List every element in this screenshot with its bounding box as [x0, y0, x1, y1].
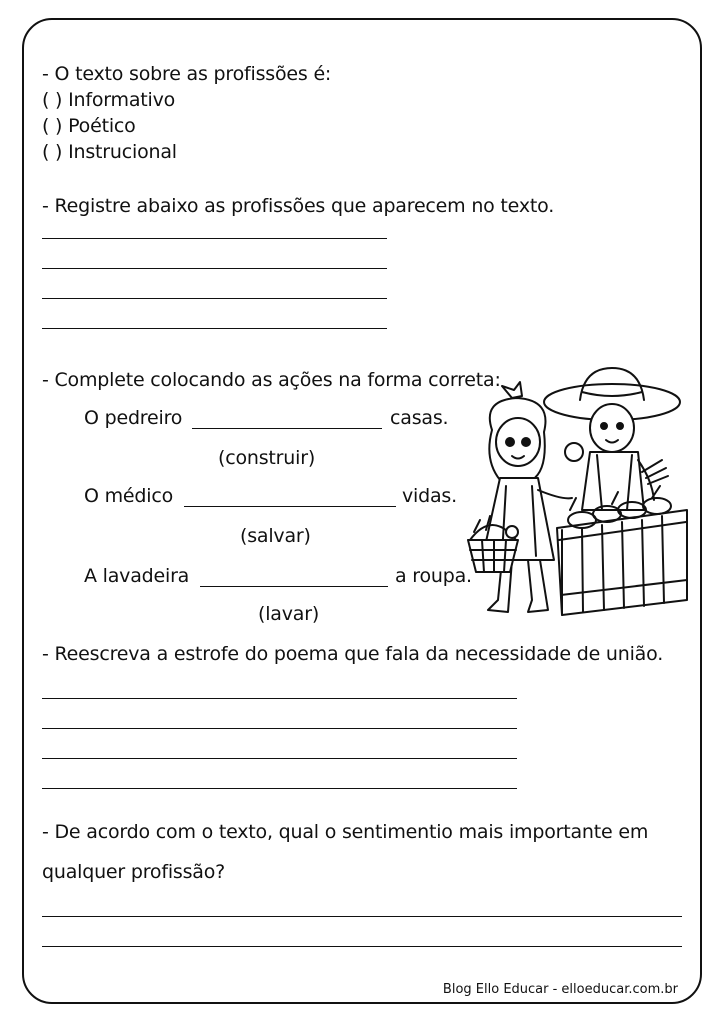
question-5-prompt: - De acordo com o texto, qual o sentimentio mais importante em [42, 821, 649, 843]
sentence-end: vidas. [402, 485, 457, 507]
answer-line[interactable] [42, 916, 682, 917]
answer-line[interactable] [42, 758, 517, 759]
verb-hint: (lavar) [258, 603, 320, 625]
answer-line[interactable] [42, 328, 387, 329]
sentence-start: A lavadeira [84, 565, 190, 587]
answer-line[interactable] [42, 238, 387, 239]
blank-line[interactable] [200, 586, 388, 587]
verb-hint: (construir) [218, 447, 316, 469]
sentence-end: a roupa. [395, 565, 472, 587]
answer-line[interactable] [42, 298, 387, 299]
question-4-prompt: - Reescreva a estrofe do poema que fala da necessidade de união. [42, 643, 664, 665]
children-farmers-illustration [462, 360, 692, 625]
sentence-start: O médico [84, 485, 174, 507]
answer-line[interactable] [42, 698, 517, 699]
footer-credit: Blog Ello Educar - elloeducar.com.br [442, 982, 678, 997]
option-poetico[interactable]: ( ) Poético [42, 115, 136, 137]
verb-hint: (salvar) [240, 525, 311, 547]
answer-line[interactable] [42, 728, 517, 729]
answer-line[interactable] [42, 268, 387, 269]
option-informativo[interactable]: ( ) Informativo [42, 89, 176, 111]
sentence-end: casas. [390, 407, 449, 429]
question-3-prompt: - Complete colocando as ações na forma correta: [42, 369, 501, 391]
question-5-prompt-continued: qualquer profissão? [42, 861, 226, 883]
sentence-start: O pedreiro [84, 407, 183, 429]
question-1-prompt: - O texto sobre as profissões é: [42, 63, 332, 85]
question-2-prompt: - Registre abaixo as profissões que aparecem no texto. [42, 195, 555, 217]
option-instrucional[interactable]: ( ) Instrucional [42, 141, 177, 163]
blank-line[interactable] [184, 506, 396, 507]
answer-line[interactable] [42, 946, 682, 947]
blank-line[interactable] [192, 428, 382, 429]
answer-line[interactable] [42, 788, 517, 789]
